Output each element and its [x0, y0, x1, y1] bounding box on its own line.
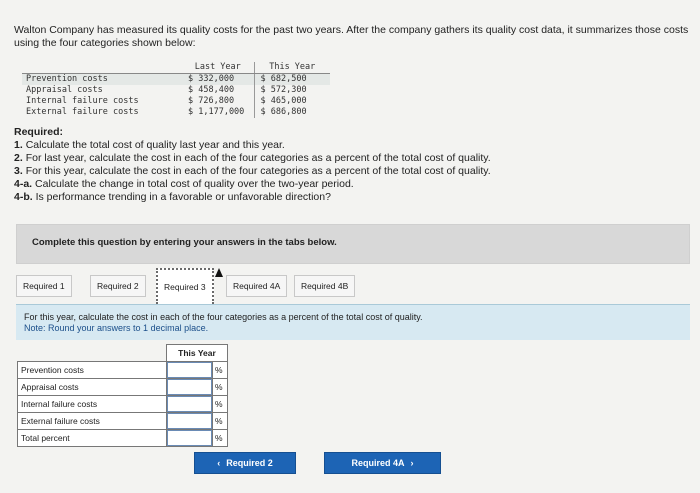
next-required-4a-button[interactable] [324, 452, 441, 474]
percent-unit: % [213, 396, 228, 413]
required-item-number: 4-a. [14, 178, 33, 190]
answer-cell [167, 396, 213, 413]
cost-row-last-year: $ 332,000 [182, 74, 254, 86]
required-item-text: Calculate the change in total cost of quality over the two-year period. [35, 178, 354, 190]
answer-cell [167, 413, 213, 430]
cost-table-header-last-year: Last Year [182, 62, 254, 74]
required-item-number: 4-b. [14, 191, 33, 203]
answer-table [17, 344, 228, 447]
required-title: Required: [14, 126, 64, 138]
percent-unit: % [213, 413, 228, 430]
answer-row-total [18, 430, 228, 447]
quality-cost-table [22, 62, 330, 118]
required-item [14, 165, 674, 178]
cost-row-last-year: $ 458,400 [182, 85, 254, 96]
answer-cell [167, 379, 213, 396]
instruction-note: Note: Round your answers to 1 decimal place. [24, 323, 209, 333]
prev-required-2-button[interactable] [194, 452, 296, 474]
instruction-text: For this year, calculate the cost in each of the four categories as a percent of the total cost of quality. [24, 312, 423, 322]
cost-table-row [22, 85, 330, 96]
tab-required-4a[interactable]: Required 4A [226, 275, 287, 297]
percent-unit: % [213, 362, 228, 379]
prev-button-label: Required 2 [226, 458, 273, 468]
answer-row-label: Appraisal costs [18, 379, 167, 396]
cost-row-this-year: $ 682,500 [254, 74, 330, 86]
required-item [14, 191, 674, 204]
cost-table-row [22, 96, 330, 107]
required-item-text: Calculate the total cost of quality last year and this year. [25, 139, 285, 151]
cost-row-this-year: $ 465,000 [260, 96, 307, 106]
required-section [14, 126, 674, 204]
problem-intro: Walton Company has measured its quality costs for the past two years. After the company gathers its quality cost data, it summarizes those costs using the four categories shown below: [14, 24, 689, 49]
cost-row-last-year: $ 1,177,000 [182, 107, 254, 118]
tab-required-1[interactable]: Required 1 [16, 275, 72, 297]
answer-table-blank-header [18, 345, 167, 362]
required-item [14, 139, 674, 152]
cost-table-blank-header [22, 62, 182, 74]
cost-table-row [22, 74, 330, 86]
next-button-label: Required 4A [351, 458, 405, 468]
answer-row [18, 379, 228, 396]
percent-unit: % [213, 430, 228, 447]
cost-row-label: External failure costs [26, 107, 139, 117]
answer-row-label: Internal failure costs [18, 396, 167, 413]
required-item-number: 3. [14, 165, 23, 177]
required-item-number: 1. [14, 139, 23, 151]
appraisal-percent-input[interactable] [167, 379, 212, 395]
chevron-left-icon: ‹ [217, 458, 221, 468]
tab-required-3[interactable]: Required 3 [156, 268, 214, 304]
internal-failure-percent-input[interactable] [167, 396, 212, 412]
tab-required-2[interactable]: Required 2 [90, 275, 146, 297]
required-item-text: Is performance trending in a favorable or unfavorable direction? [35, 191, 331, 203]
answer-row [18, 362, 228, 379]
required-item [14, 178, 674, 191]
cost-table-row [22, 107, 330, 118]
required-item [14, 152, 674, 165]
cost-row-this-year: $ 572,300 [260, 85, 307, 95]
total-percent-input[interactable] [167, 430, 212, 446]
instruction-panel [16, 304, 690, 340]
chevron-right-icon: › [410, 458, 414, 468]
cost-table-header-this-year: This Year [254, 62, 330, 74]
cost-row-last-year: $ 726,800 [182, 96, 254, 107]
required-item-text: For this year, calculate the cost in each of the four categories as a percent of the total cost of quality. [25, 165, 491, 177]
cost-row-label: Prevention costs [22, 74, 182, 86]
required-item-text: For last year, calculate the cost in each of the four categories as a percent of the total cost of quality. [25, 152, 491, 164]
tab-required-4b[interactable]: Required 4B [294, 275, 355, 297]
answer-row [18, 413, 228, 430]
answer-row-label: Total percent [18, 430, 167, 447]
answer-row [18, 396, 228, 413]
answer-table-header-this-year: This Year [167, 345, 228, 362]
answer-row-label: External failure costs [18, 413, 167, 430]
mouse-cursor-icon [215, 268, 223, 277]
answer-cell [167, 362, 213, 379]
answer-row-label: Prevention costs [18, 362, 167, 379]
instructions-banner: Complete this question by entering your answers in the tabs below. [16, 224, 690, 264]
cost-row-this-year: $ 686,800 [260, 107, 307, 117]
cost-row-label: Internal failure costs [26, 96, 139, 106]
external-failure-percent-input[interactable] [167, 413, 212, 429]
cost-row-label: Appraisal costs [26, 85, 103, 95]
percent-unit: % [213, 379, 228, 396]
answer-cell [167, 430, 213, 447]
required-item-number: 2. [14, 152, 23, 164]
prevention-percent-input[interactable] [167, 362, 212, 378]
